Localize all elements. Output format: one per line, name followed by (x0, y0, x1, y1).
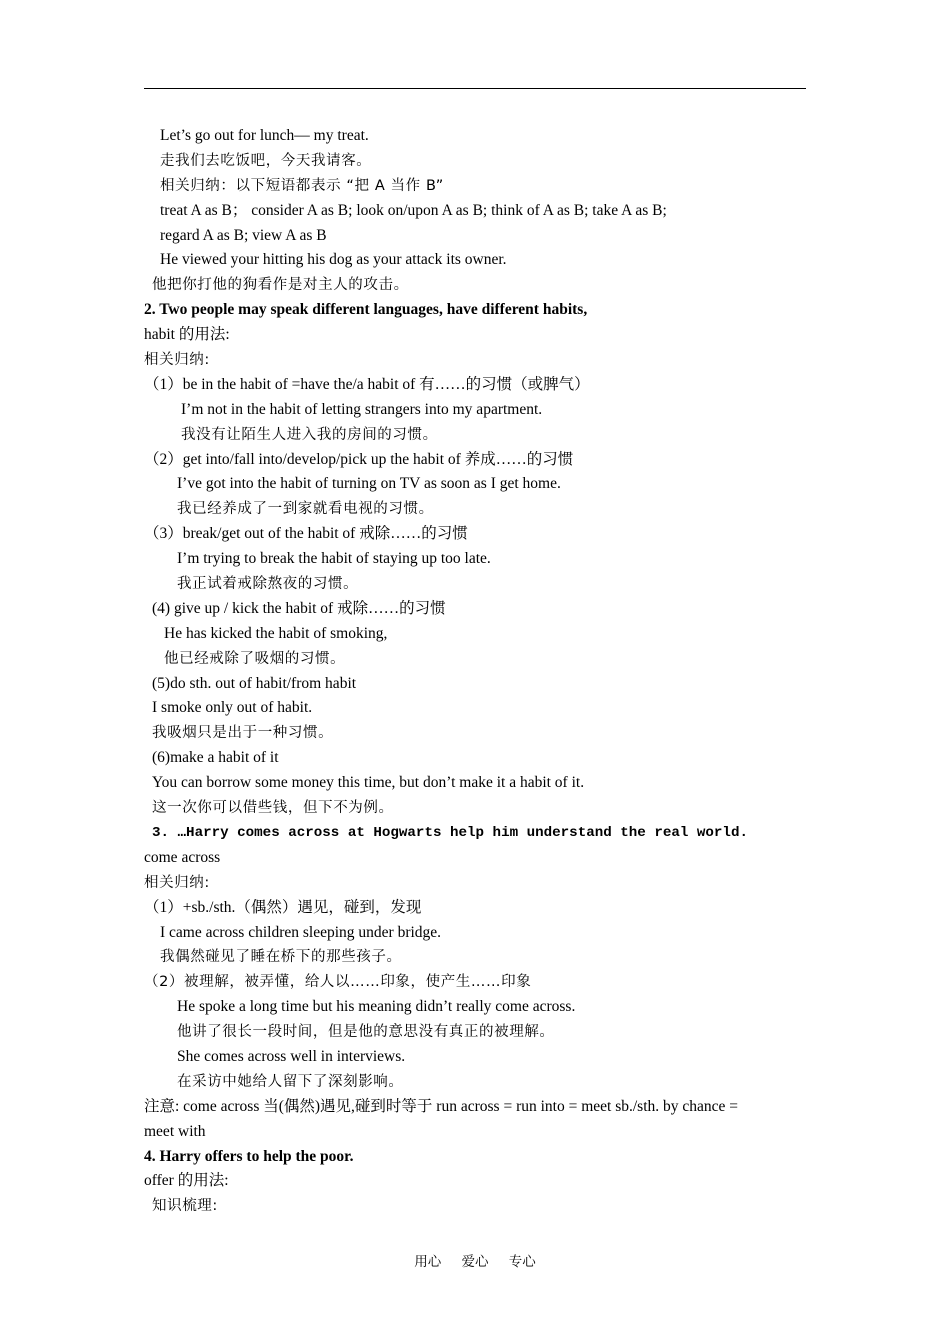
text-line: habit 的用法: (144, 326, 230, 344)
text-line: He viewed your hitting his dog as your attack its owner. (160, 251, 507, 269)
text-line: 我正试着戒除熬夜的习惯。 (177, 576, 359, 593)
text-line: （3）break/get out of the habit of 戒除……的习惯 (144, 525, 468, 543)
text-line: I’ve got into the habit of turning on TV as soon as I get home. (177, 475, 561, 493)
text-line: 走我们去吃饭吧，今天我请客。 (160, 152, 372, 169)
header-rule (144, 88, 806, 89)
text-line: treat A as B； consider A as B; look on/upon A as B; think of A as B; take A as B; (160, 201, 667, 219)
text-line: You can borrow some money this time, but don’t make it a habit of it. (152, 774, 585, 792)
text-line: I smoke only out of habit. (152, 699, 313, 717)
text-line: He spoke a long time but his meaning didn’t really come across. (177, 998, 576, 1016)
text-line: （1）be in the habit of =have the/a habit of 有……的习惯（或脾气） (144, 375, 590, 393)
text-line: 注意: come across 当(偶然)遇见,碰到时等于 run across = run into = meet sb./sth. by chance = (144, 1097, 739, 1115)
text-line: 2. Two people may speak different languages, have different habits, (144, 301, 588, 319)
page-footer (0, 1250, 950, 1270)
text-line: 他已经戒除了吸烟的习惯。 (164, 650, 346, 667)
text-line: offer 的用法: (144, 1172, 229, 1190)
text-line: （2）get into/fall into/develop/pick up the habit of 养成……的习惯 (144, 450, 574, 468)
text-line: Let’s go out for lunch— my treat. (160, 127, 369, 144)
footer-word-3: 专心 (508, 1254, 536, 1270)
text-line: 相关归纳: (144, 352, 210, 369)
text-line: meet with (144, 1122, 206, 1140)
text-line: （1）+sb./sth.（偶然）遇见，碰到，发现 (144, 898, 422, 916)
footer-word-1: 用心 (414, 1254, 442, 1270)
text-line: 3. …Harry comes across at Hogwarts help him understand the real world. (152, 824, 748, 841)
text-line: (6)make a habit of it (152, 749, 279, 767)
text-line: 相关归纳：以下短语都表示 “把 A 当作 B” (160, 177, 444, 194)
text-line: 他讲了很长一段时间，但是他的意思没有真正的被理解。 (177, 1024, 555, 1041)
text-line: (5)do sth. out of habit/from habit (152, 674, 357, 692)
text-line: She comes across well in interviews. (177, 1047, 406, 1065)
text-line: 我没有让陌生人进入我的房间的习惯。 (181, 426, 438, 443)
footer-word-2: 爱心 (461, 1254, 489, 1270)
text-line: 我已经养成了一到家就看电视的习惯。 (177, 501, 434, 518)
text-line: I came across children sleeping under bridge. (160, 923, 442, 941)
text-line: 我偶然碰见了睡在桥下的那些孩子。 (160, 949, 402, 966)
text-line: (4) give up / kick the habit of 戒除……的习惯 (152, 599, 446, 617)
text-line: 他把你打他的狗看作是对主人的攻击。 (152, 277, 409, 294)
text-line: 相关归纳: (144, 874, 210, 891)
text-line: He has kicked the habit of smoking, (164, 624, 388, 642)
text-line: come across (144, 848, 221, 866)
text-line: 我吸烟只是出于一种习惯。 (152, 725, 334, 742)
text-line: 在采访中她给人留下了深刻影响。 (177, 1073, 404, 1090)
text-line: I’m trying to break the habit of staying up too late. (177, 550, 491, 568)
text-line: 这一次你可以借些钱，但下不为例。 (152, 800, 394, 817)
text-line: 知识梳理: (152, 1198, 218, 1215)
text-line: I’m not in the habit of letting strangers into my apartment. (181, 400, 543, 418)
text-line: 4. Harry offers to help the poor. (144, 1147, 354, 1165)
document-body (144, 124, 814, 1219)
text-line: regard A as B; view A as B (160, 226, 327, 244)
text-line: （2）被理解，被弄懂，给人以……印象，使产生……印象 (144, 974, 532, 991)
